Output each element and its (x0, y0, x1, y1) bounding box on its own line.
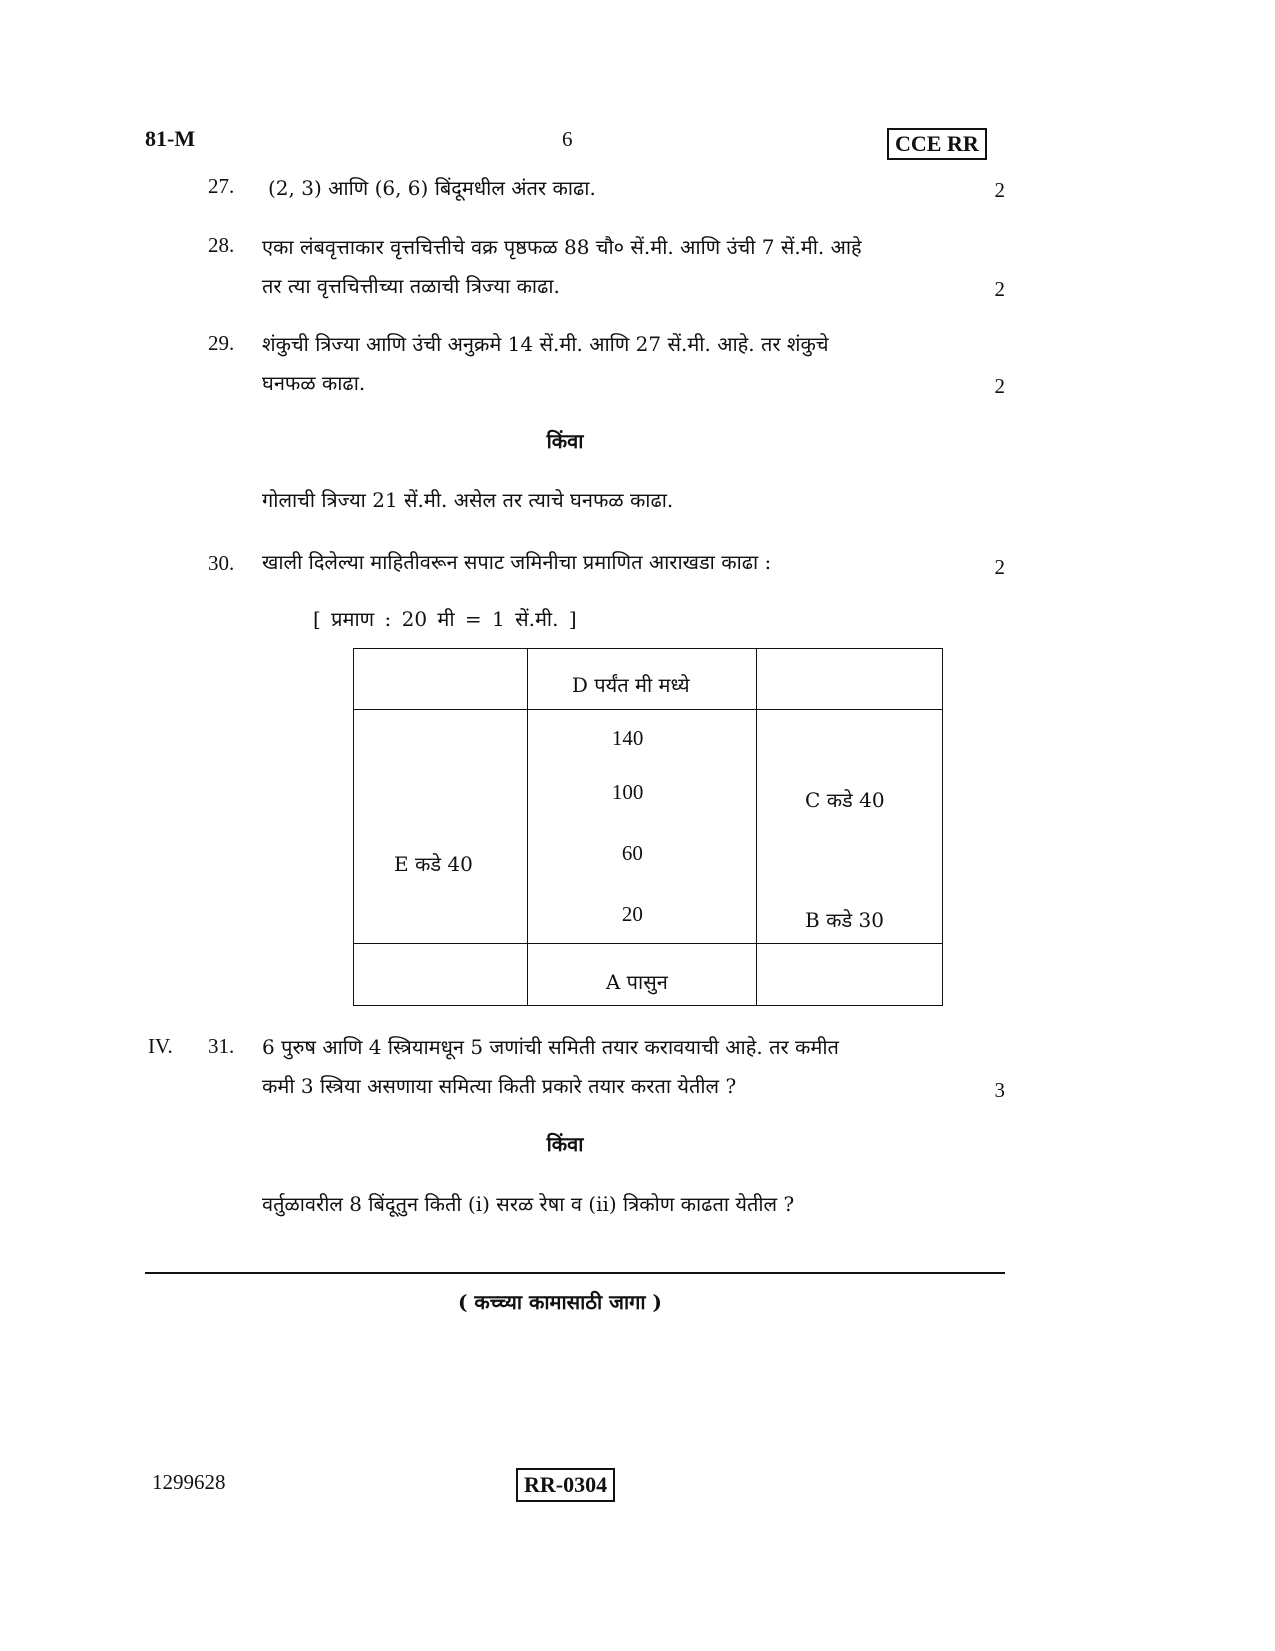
left-offsets-cell (354, 710, 528, 944)
field-book-table (353, 648, 943, 1006)
q29-line1: शंकुची त्रिज्या आणि उंची अनुक्रमे 14 सें.मी. आणि 27 सें.मी. आहे. तर शंकुचे (262, 332, 829, 356)
q29-or: किंवा (546, 429, 584, 453)
q31-line2: कमी 3 स्त्रिया असणाया समित्या किती प्रकारे तयार करता येतील ? (262, 1074, 737, 1098)
q27-marks: 2 (994, 178, 1005, 202)
section-iv: IV. (148, 1034, 173, 1058)
chainage-140: 140 (611, 726, 644, 750)
q30-text: खाली दिलेल्या माहितीवरून सपाट जमिनीचा प्रमाणित आराखडा काढा : (262, 550, 772, 574)
q28-line2: तर त्या वृत्तचित्तीच्या तळाची त्रिज्या काढा. (262, 274, 560, 298)
q30-marks: 2 (994, 555, 1005, 579)
offset-e: E कडे 40 (394, 852, 473, 876)
q28-line1: एका लंबवृत्ताकार वृत्तचित्तीचे वक्र पृष्ठफळ 88 चौ० सें.मी. आणि उंची 7 सें.मी. आहे (262, 235, 862, 259)
chainage-100: 100 (611, 780, 644, 804)
q31-alternative: वर्तुळावरील 8 बिंदूतुन किती (i) सरळ रेषा व (ii) त्रिकोण काढता येतील ? (262, 1192, 795, 1216)
q29-alternative: गोलाची त्रिज्या 21 सें.मी. असेल तर त्याचे घनफळ काढा. (262, 488, 674, 512)
right-offsets-cell (757, 710, 943, 944)
q28-marks: 2 (994, 277, 1005, 301)
offset-b: B कडे 30 (805, 908, 884, 932)
q28-number: 28. (208, 233, 235, 257)
footer-code: RR-0304 (516, 1468, 615, 1502)
chainage-20: 20 (621, 902, 643, 926)
paper-code: 81-M (145, 126, 196, 151)
table-footer-left (354, 944, 528, 1006)
table-header-center (527, 649, 756, 710)
rough-work-label: ( कच्च्या कामासाठी जागा ) (457, 1290, 663, 1314)
q31-line1: 6 पुरुष आणि 4 स्त्रियामधून 5 जणांची समिती तयार करावयाची आहे. तर कमीत (262, 1035, 839, 1059)
chainage-cell (527, 710, 756, 944)
chain-header: D पर्यंत मी मध्ये (571, 673, 690, 697)
page-number: 6 (562, 127, 573, 151)
q27-text: (2, 3) आणि (6, 6) बिंदूमधील अंतर काढा. (268, 176, 596, 200)
q30-number: 30. (208, 551, 235, 575)
footer-id: 1299628 (152, 1470, 226, 1494)
series-badge: CCE RR (887, 128, 987, 160)
table-header-right (757, 649, 943, 710)
chainage-60: 60 (621, 841, 643, 865)
q31-or: किंवा (546, 1132, 584, 1156)
divider-rule (145, 1272, 1005, 1274)
table-footer-center (527, 944, 756, 1006)
table-footer-right (757, 944, 943, 1006)
offset-c: C कडे 40 (805, 788, 885, 812)
q29-marks: 2 (994, 374, 1005, 398)
q29-number: 29. (208, 331, 235, 355)
chain-start: A पासुन (605, 970, 668, 994)
q30-scale: [ प्रमाण : 20 मी = 1 सें.मी. ] (313, 607, 577, 631)
q27-number: 27. (208, 174, 235, 198)
table-header-left (354, 649, 528, 710)
q31-number: 31. (208, 1034, 235, 1058)
q31-marks: 3 (994, 1078, 1005, 1102)
q29-line2: घनफळ काढा. (262, 371, 366, 395)
